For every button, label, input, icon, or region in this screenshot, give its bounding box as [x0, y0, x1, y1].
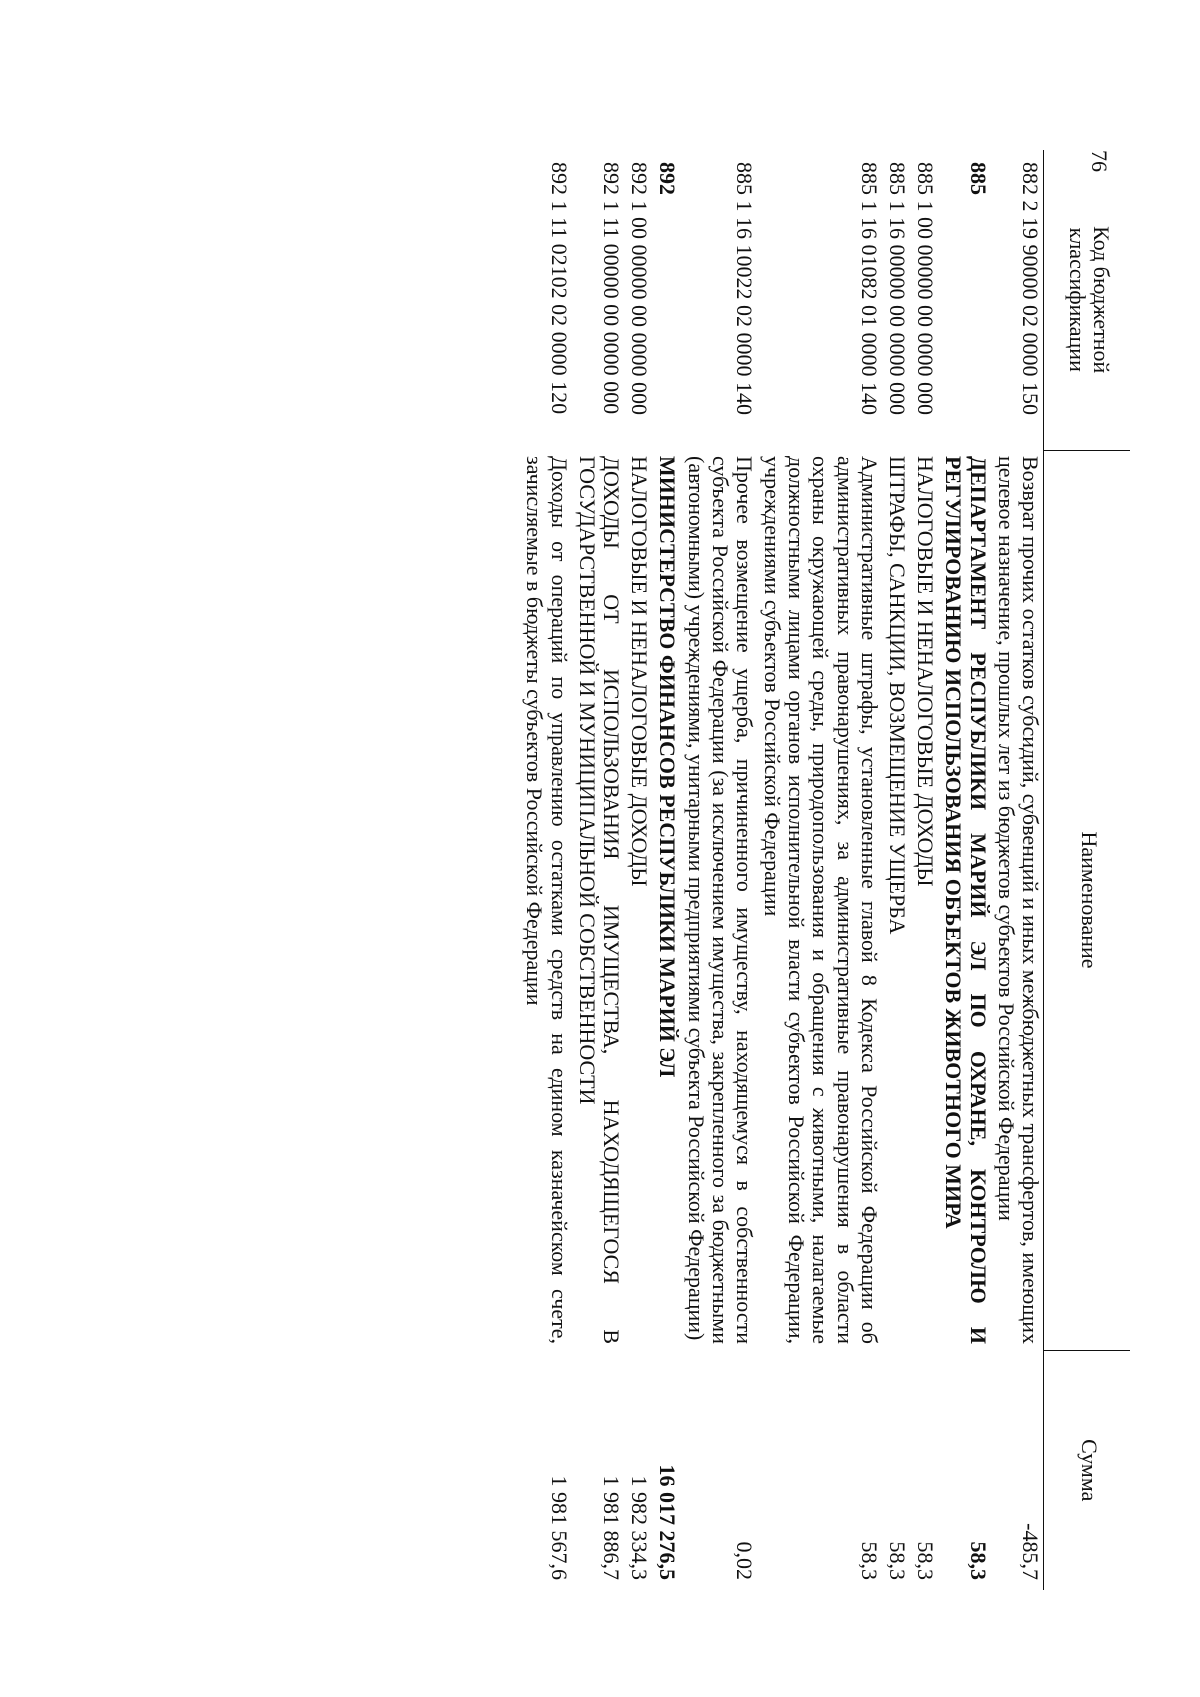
table-row [882, 150, 910, 1590]
row-sum: 1 981 886,7 [599, 1475, 624, 1580]
row-name: ШТРАФЫ, САНКЦИИ, ВОЗМЕЩЕНИЕ УЩЕРБА [885, 456, 911, 935]
row-name: МИНИСТЕРСТВО ФИНАНСОВ РЕСПУБЛИКИ МАРИЙ ЭЛ [655, 456, 681, 1078]
table-body [519, 150, 1043, 1590]
row-sum: 58,3 [856, 1541, 882, 1580]
row-code: 885 1 16 00000 00 0000 000 [885, 162, 911, 415]
row-code: 885 1 16 01082 01 0000 140 [856, 162, 882, 415]
row-code: 885 [965, 162, 991, 195]
table-row [624, 150, 652, 1590]
row-code: 882 2 19 90000 02 0000 150 [1018, 162, 1043, 415]
row-code: 892 1 11 00000 00 0000 000 [599, 162, 624, 415]
page-number: 76 [1087, 150, 1112, 172]
row-sum: 58,3 [885, 1541, 911, 1580]
row-name: Возврат прочих остатков субсидий, субвенций и иных межбюджетных трансфертов, имеющих целевое назначение, прошлых лет из бюджетов субъектов Российской Федерации [993, 456, 1043, 1344]
header-sum: Сумма [1044, 1350, 1131, 1590]
row-code: 892 1 00 00000 00 0000 000 [627, 162, 653, 415]
table-row [910, 150, 938, 1590]
table-row [652, 150, 680, 1590]
row-code: 885 1 16 10022 02 0000 140 [731, 162, 757, 415]
row-name: НАЛОГОВЫЕ И НЕНАЛОГОВЫЕ ДОХОДЫ [913, 456, 939, 887]
row-sum: 58,3 [965, 1541, 991, 1580]
row-name: ДЕПАРТАМЕНТ РЕСПУБЛИКИ МАРИЙ ЭЛ ПО ОХРАНЕ, КОНТРОЛЮ И РЕГУЛИРОВАНИЮ ИСПОЛЬЗОВАНИЯ ОБЪЕКТОВ ЖИВОТНОГО МИРА [941, 456, 991, 1344]
row-code: 892 1 11 02102 02 0000 120 [546, 162, 572, 415]
table-row [572, 150, 624, 1590]
table-header [1044, 150, 1131, 1590]
table-row [757, 150, 882, 1590]
row-sum: 0,02 [731, 1541, 757, 1580]
row-name: ДОХОДЫ ОТ ИСПОЛЬЗОВАНИЯ ИМУЩЕСТВА, НАХОДЯЩЕГОСЯ В ГОСУДАРСТВЕННОЙ И МУНИЦИПАЛЬНОЙ СОБСТВЕННОСТИ [574, 456, 624, 1344]
row-code: 885 1 00 00000 00 0000 000 [913, 162, 939, 415]
row-code: 892 [655, 162, 681, 195]
header-code: Код бюджетной классификации [1044, 150, 1131, 450]
table-row [680, 150, 757, 1590]
document-sheet [130, 150, 1130, 1590]
row-name: НАЛОГОВЫЕ И НЕНАЛОГОВЫЕ ДОХОДЫ [627, 456, 653, 887]
row-sum: -485,7 [1018, 1523, 1043, 1580]
row-sum: 16 017 276,5 [655, 1464, 681, 1580]
row-name: Прочее возмещение ущерба, причиненного имуществу, находящемуся в собственности субъекта Российской Федерации (за исключением имущества, закрепленного за бюджетными (автономными) учреждениями, унитарными предприятиями субъекта Российской Федерации) [683, 456, 757, 1344]
budget-table [519, 150, 1130, 1590]
row-name: Доходы от операций по управлению остатками средств на едином казначейском счете, зачисляемые в бюджеты субъектов Российской Федерации [522, 456, 572, 1344]
row-sum: 1 981 567,6 [546, 1475, 572, 1580]
table-row [938, 150, 990, 1590]
row-sum: 58,3 [913, 1541, 939, 1580]
table-row [519, 150, 571, 1590]
table-row [991, 150, 1044, 1590]
row-name: Административные штрафы, установленные главой 8 Кодекса Российской Федерации об административных правонарушениях, за административные правонарушения в области охраны окружающей среды, природопользования и обращения с животными, налагаемые должностными лицами органов исполнительной власти субъектов Российской Федерации, учреждениями субъектов Российской Федерации [760, 456, 882, 1344]
row-sum: 1 982 334,3 [627, 1475, 653, 1580]
header-name: Наименование [1044, 450, 1131, 1350]
